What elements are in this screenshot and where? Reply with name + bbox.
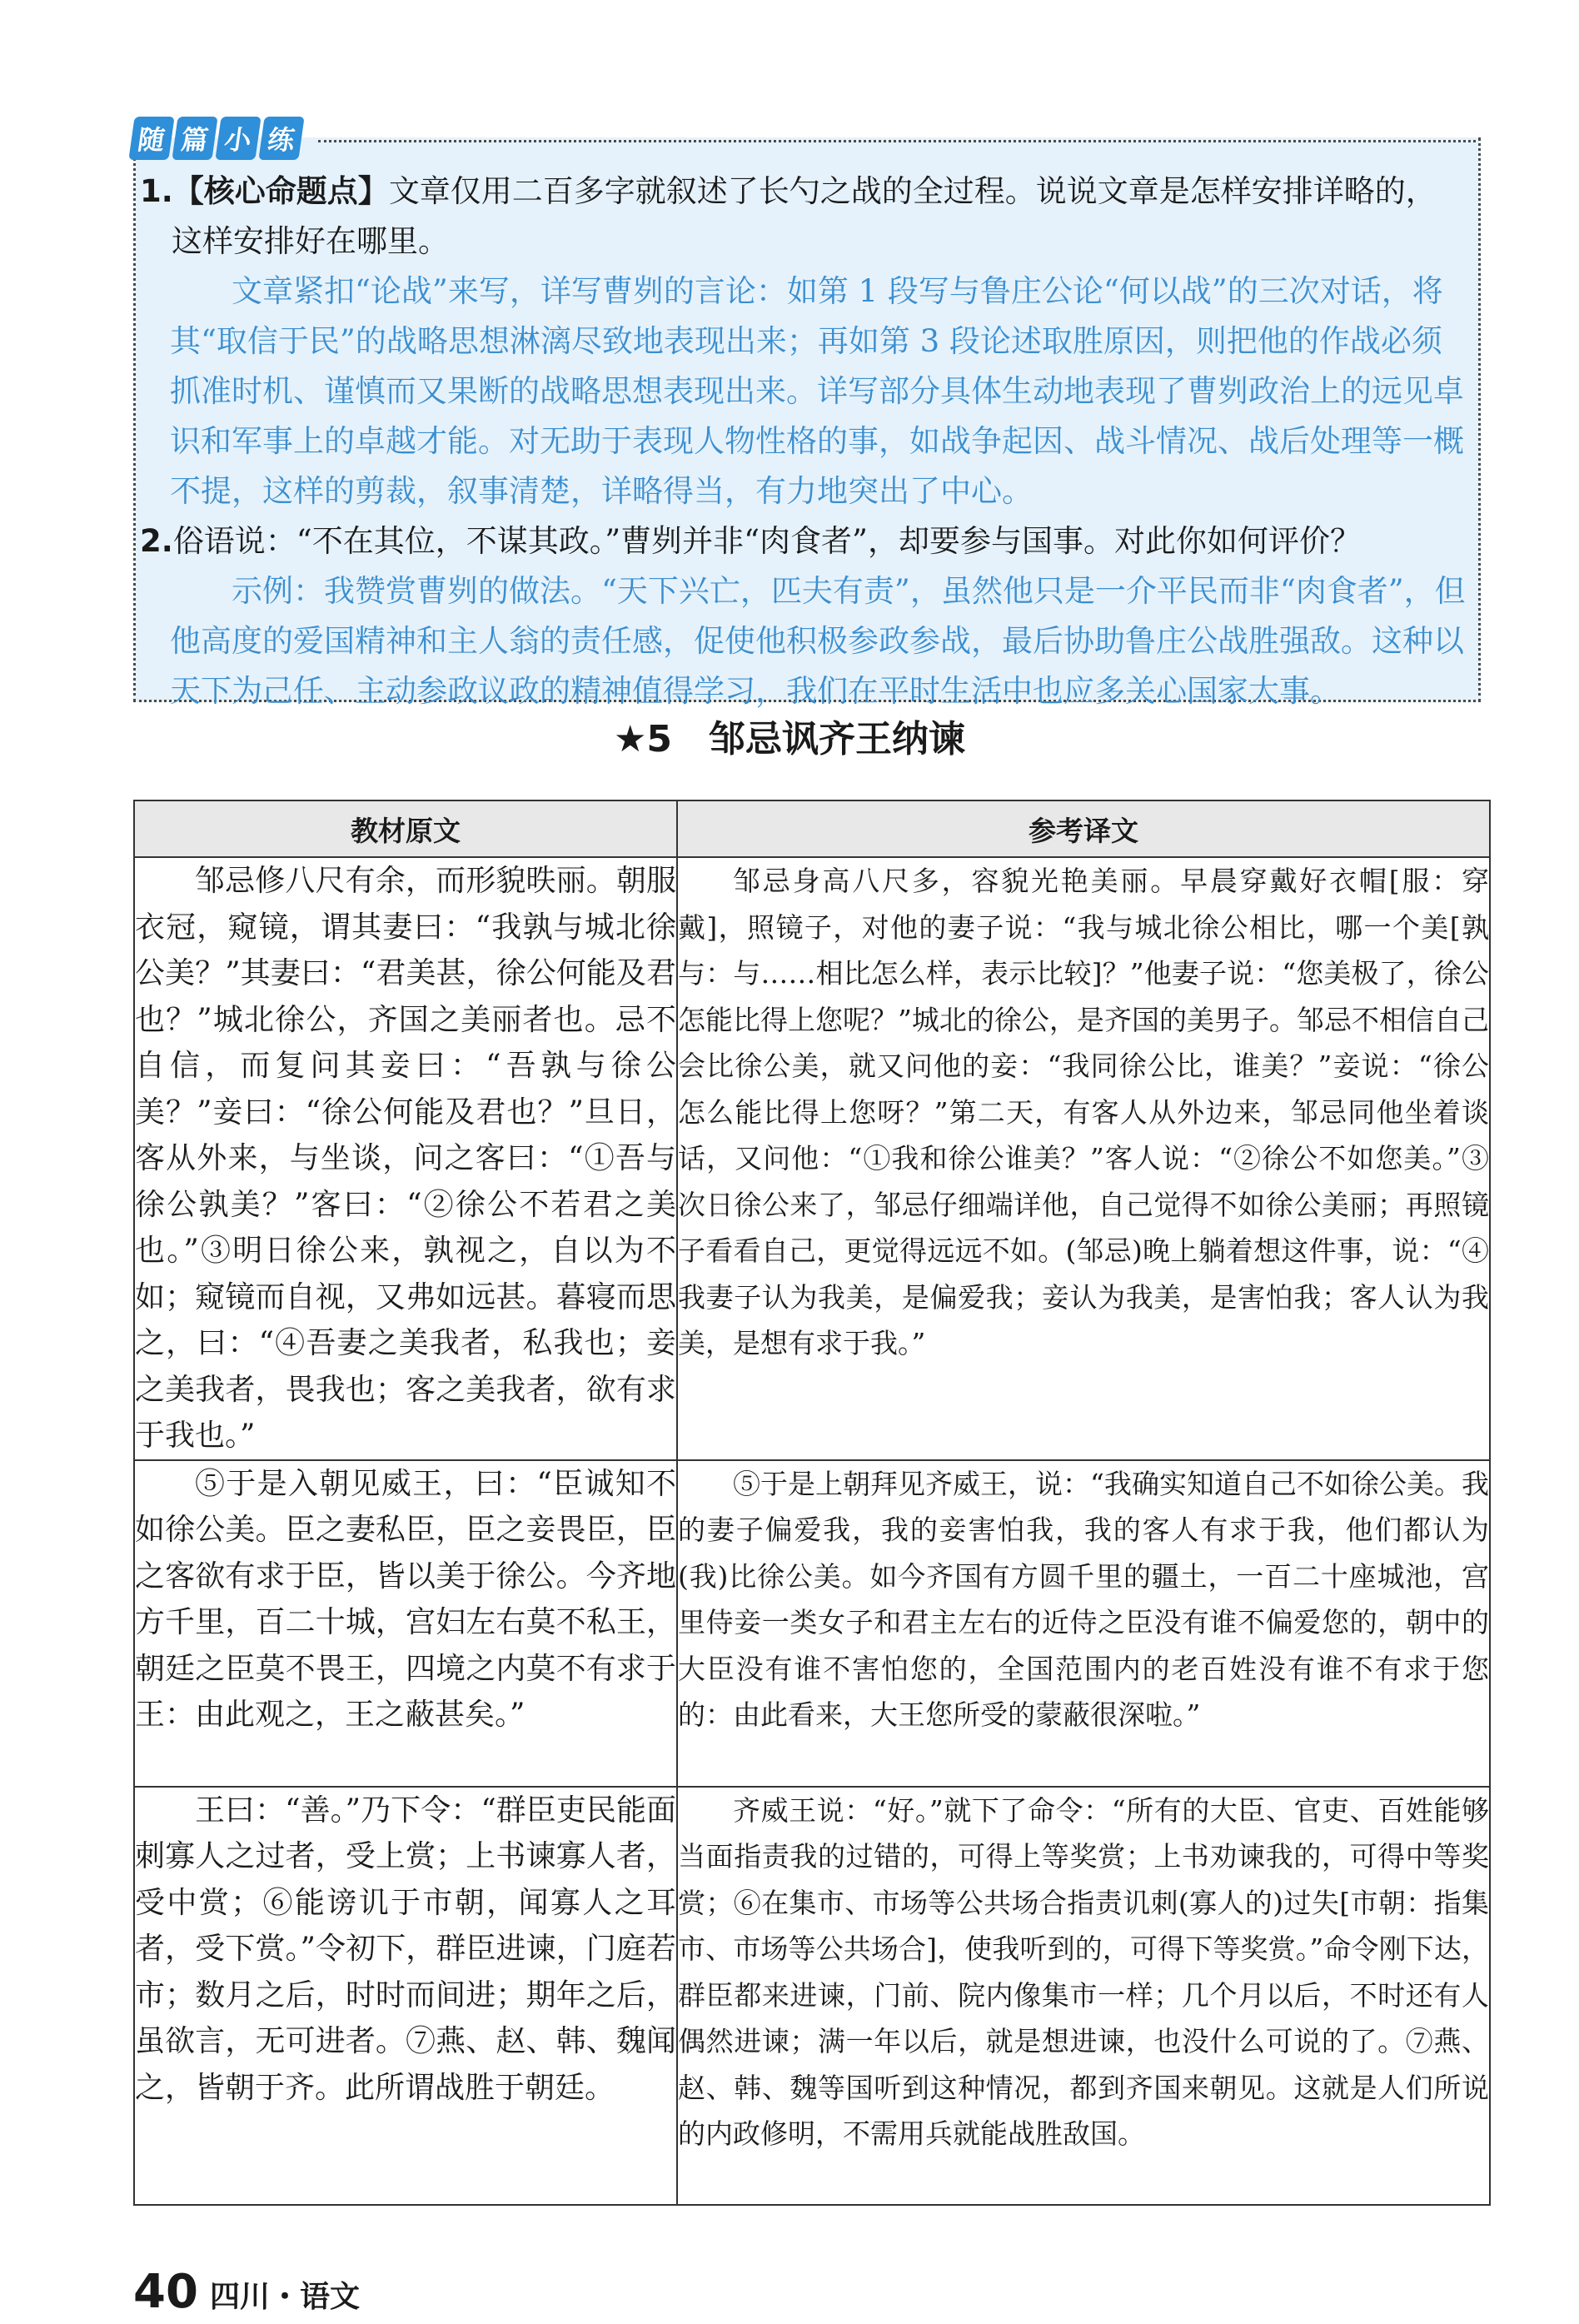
practice-badge (132, 117, 301, 163)
original-text: 王曰：“善。”乃下令：“群臣吏民能面刺寡人之过者，受上赏；上书谏寡人者，受中赏；⑥能谤讥于市朝，闻寡人之耳者，受下赏。”令初下，群臣进谏，门庭若市；数月之后，时时而间进；期年之后，虽欲言，无可进者。⑦燕、赵、韩、魏闻之，皆朝于齐。此所谓战胜于朝廷。 (135, 1793, 676, 2105)
page-footer (133, 2265, 360, 2319)
answer-1 (170, 267, 1469, 516)
table-row (134, 857, 1490, 1460)
translation-cell (677, 1787, 1490, 2205)
answer-2 (170, 566, 1469, 716)
table-row (134, 1787, 1490, 2205)
header-original: 教材原文 (134, 800, 677, 857)
original-cell (134, 1460, 677, 1787)
badge-char: 随 (128, 117, 174, 160)
question-1 (140, 167, 1464, 267)
question-1-text: 文章仅用二百多字就叙述了长勺之战的全过程。说说文章是怎样安排详略的， (388, 173, 1437, 209)
translation-text: 齐威王说：“好。”就下了命令：“所有的大臣、官吏、百姓能够当面指责我的过错的，可得上等奖赏；上书劝谏我的，可得中等奖赏；⑥在集市、市场等公共场合指责讥刺(寡人的)过失[市朝：指集市、市场等公共场合]，使我听到的，可得下等奖赏。”命令刚下达，群臣都来进谏，门前、院内像集市一样；几个月以后，不时还有人偶然进谏；满一年以后，就是想进谏，也没什么可说的了。⑦燕、赵、韩、魏等国听到这种情况，都到齐国来朝见。这就是人们所说的内政修明，不需用兵就能战胜敌国。 (678, 1793, 1489, 2150)
answer-2-text: 示例：我赞赏曹刿的做法。“天下兴亡，匹夫有责”，虽然他只是一介平民而非“肉食者”，但他高度的爱国精神和主人翁的责任感，促使他积极参政参战，最后协助鲁庄公战胜强敌。这种以天下为己任、主动参政议政的精神值得学习，我们在平时生活中也应多关心国家大事。 (170, 573, 1466, 709)
original-text: 邹忌修八尺有余，而形貌昳丽。朝服衣冠，窥镜，谓其妻曰：“我孰与城北徐公美？”其妻曰：“君美甚，徐公何能及君也？”城北徐公，齐国之美丽者也。忌不自信，而复问其妾曰：“吾孰与徐公美？”妾曰：“徐公何能及君也？”旦日，客从外来，与坐谈，问之客曰：“①吾与徐公孰美？”客曰：“②徐公不若君之美也。”③明日徐公来，孰视之，自以为不如；窥镜而自视，又弗如远甚。暮寝而思之，曰：“④吾妻之美我者，私我也；妾之美我者，畏我也；客之美我者，欲有求于我也。” (135, 864, 676, 1453)
badge-char: 小 (215, 117, 261, 160)
answer-1-text: 文章紧扣“论战”来写，详写曹刿的言论：如第 1 段写与鲁庄公论“何以战”的三次对话，将其“取信于民”的战略思想淋漓尽致地表现出来；再如第 3 段论述取胜原因，则把他的作战必须抓准时机、谨慎而又果断的战略思想表现出来。详写部分具体生动地表现了曹刿政治上的远见卓识和军事上的卓越才能。对无助于表现人物性格的事，如战争起因、战斗情况、战后处理等一概不提，这样的剪裁，叙事清楚，详略得当，有力地突出了中心。 (170, 273, 1464, 509)
translation-cell (677, 1460, 1490, 1787)
translation-text: ⑤于是上朝拜见齐威王，说：“我确实知道自己不如徐公美。我的妻子偏爱我，我的妾害怕我，我的客人有求于我，他们都认为(我)比徐公美。如今齐国有方圆千里的疆土，一百二十座城池，宫里侍妾一类女子和君主左右的近侍之臣没有谁不偏爱您的，朝中的大臣没有谁不害怕您的，全国范围内的老百姓没有谁不有求于您的：由此看来，大王您所受的蒙蔽很深啦。” (678, 1467, 1489, 1731)
badge-dotted-line (318, 140, 1476, 142)
question-2-text: 俗语说：“不在其位，不谋其政。”曹刿并非“肉食者”，却要参与国事。对此你如何评价？ (172, 523, 1361, 559)
translation-text: 邹忌身高八尺多，容貌光艳美丽。早晨穿戴好衣帽[服：穿戴]，照镜子，对他的妻子说：“我与城北徐公相比，哪一个美[孰与：与……相比怎么样，表示比较]？”他妻子说：“您美极了，徐公怎能比得上您呢？”城北的徐公，是齐国的美男子。邹忌不相信自己会比徐公美，就又问他的妾：“我同徐公比，谁美？”妾说：“徐公怎么能比得上您呀？”第二天，有客人从外边来，邹忌同他坐着谈话，又问他：“①我和徐公谁美？”客人说：“②徐公不如您美。”③次日徐公来了，邹忌仔细端详他，自己觉得不如徐公美丽；再照镜子看看自己，更觉得远远不如。(邹忌)晚上躺着想这件事，说：“④我妻子认为我美，是偏爱我；妾认为我美，是害怕我；客人认为我美，是想有求于我。” (678, 865, 1489, 1359)
footer-label: 四川・语文 (209, 2280, 360, 2314)
header-translation: 参考译文 (677, 800, 1490, 857)
badge-char: 篇 (172, 117, 217, 160)
original-cell (134, 1787, 677, 2205)
question-2 (140, 516, 1464, 566)
question-1-text-line2: 这样安排好在哪里。 (172, 223, 449, 259)
question-1-tag: 【核心命题点】 (172, 173, 389, 209)
text-translation-table (133, 800, 1491, 2206)
question-2-number: 2. (140, 523, 173, 559)
page-number: 40 (133, 2265, 198, 2319)
question-1-number: 1. (140, 173, 173, 209)
original-text: ⑤于是入朝见威王，曰：“臣诚知不如徐公美。臣之妻私臣，臣之妾畏臣，臣之客欲有求于臣，皆以美于徐公。今齐地方千里，百二十城，宫妇左右莫不私王，朝廷之臣莫不畏王，四境之内莫不有求于王：由此观之，王之蔽甚矣。” (135, 1466, 676, 1732)
lesson-title: ★5 邹忌讽齐王纳谏 (613, 718, 966, 761)
table-header-row (134, 800, 1490, 857)
badge-char: 练 (258, 117, 304, 160)
translation-cell (677, 857, 1490, 1460)
table-row (134, 1460, 1490, 1787)
original-cell (134, 857, 677, 1460)
